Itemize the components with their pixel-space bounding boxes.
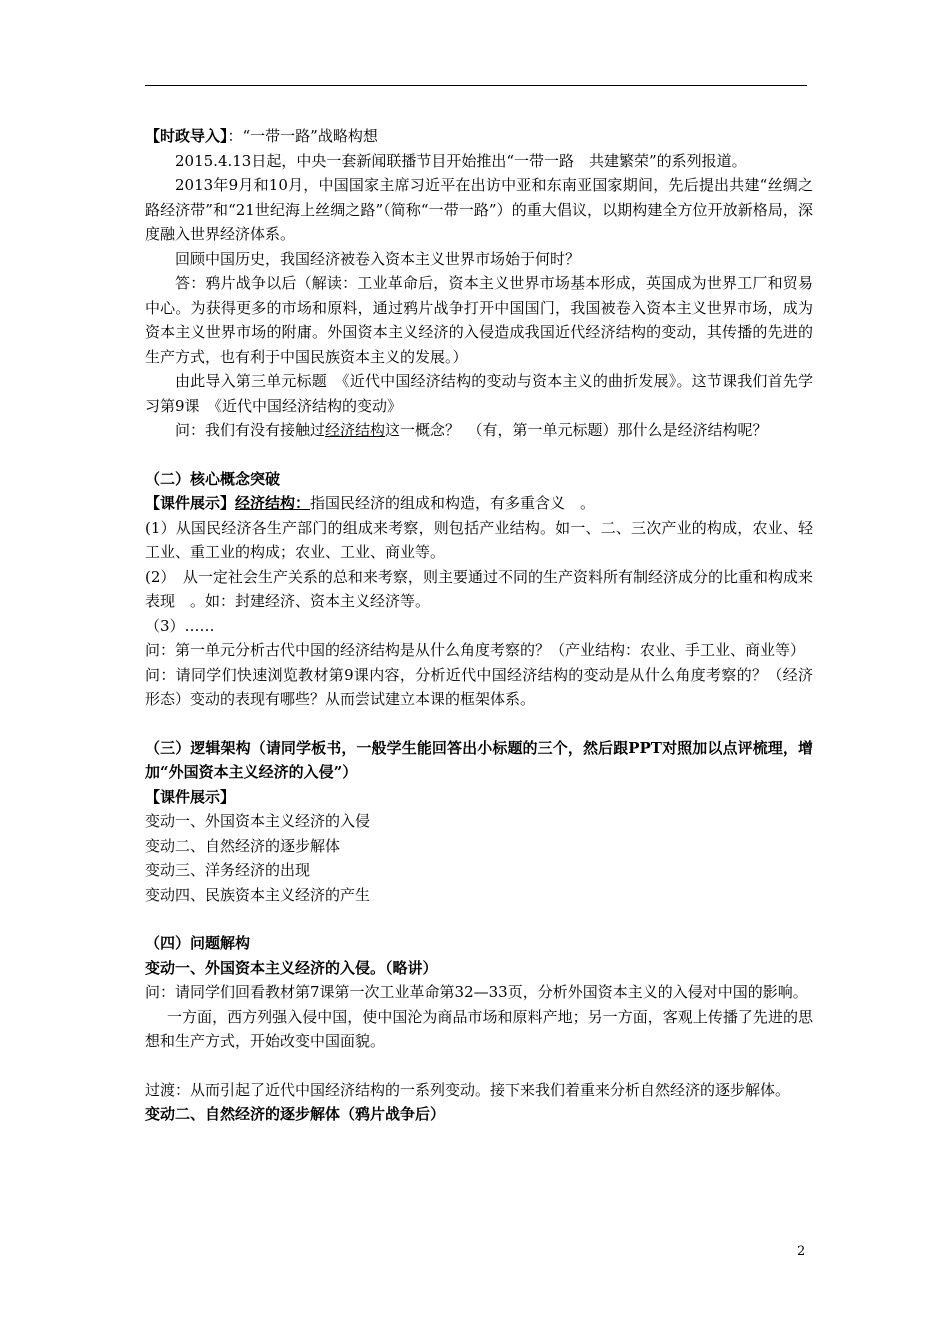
definition-item-2: (2） 从一定社会生产关系的总和来考察，则主要通过不同的生产资料所有制经济成分的比重和构成来表现 。如：封建经济、资本主义经济等。	[145, 567, 813, 610]
transition-text: 过渡：从而引起了近代中国经济结构的一系列变动。接下来我们着重来分析自然经济的逐步解体。	[145, 1080, 791, 1099]
news-paragraph-2: 2013年9月和10月，中国国家主席习近平在出访中亚和东南亚国家期间，先后提出共建“丝绸之路经济带”和“21世纪海上丝绸之路”（简称“一带一路”）的重大倡议，以期构建全方位开放新格局，深度融入世界经济体系。	[145, 176, 813, 243]
news-paragraph-6	[145, 418, 813, 443]
definition-item-3: （3）……	[145, 616, 215, 635]
change-item: 变动四、民族资本主义经济的产生	[145, 885, 371, 904]
question-start: 问：我们有没有接触过	[175, 421, 326, 439]
definition-line	[145, 491, 813, 516]
change-2-heading: 变动二、自然经济的逐步解体（鸦片战争后）	[145, 1105, 446, 1123]
section-3-heading: （三）逻辑架构（请同学板书，一般学生能回答出小标题的三个，然后跟PPT对照加以点评梳理，增加“外国资本主义经济的入侵”）	[145, 738, 813, 781]
news-paragraph-1: 2015.4.13日起，中央一套新闻联播节目开始推出“一带一路 共建繁荣”的系列报道。	[175, 151, 747, 170]
section-2-heading: （二）核心概念突破	[145, 469, 281, 488]
courseware-show-label: 【课件展示】	[145, 787, 236, 806]
news-heading-rest: ：“一带一路”战略构想	[227, 127, 378, 145]
news-paragraph-5: 由此导入第三单元标题 《近代中国经济结构的变动与资本主义的曲折发展》。这节课我们首先学习第9课 《近代中国经济结构的变动》	[145, 372, 813, 415]
change-1-answer: 一方面，西方列强入侵中国，使中国沦为商品市场和原料产地；另一方面，客观上传播了先进的思想和生产方式，开始改变中国面貌。	[145, 1007, 813, 1050]
section-4-heading: （四）问题解构	[145, 934, 251, 952]
change-1-question: 问：请同学们回看教材第7课第一次工业革命第32—33页，分析外国资本主义的入侵对中国的影响。	[145, 983, 808, 1001]
news-heading	[145, 124, 813, 149]
question-end: 这一概念？ （有，第一单元标题）那什么是经济结构呢？	[385, 421, 768, 439]
page-number: 2	[797, 1244, 806, 1259]
change-item: 变动一、外国资本主义经济的入侵	[145, 812, 371, 830]
change-item: 变动二、自然经济的逐步解体	[145, 836, 341, 855]
question-1: 问：第一单元分析古代中国的经济结构是从什么角度考察的？（产业结构：农业、手工业、商业等）	[145, 641, 806, 659]
underlined-term: 经济结构	[325, 421, 386, 439]
definition-term: 经济结构：	[235, 494, 311, 512]
news-paragraph-3: 回顾中国历史，我国经济被卷入资本主义世界市场始于何时？	[175, 249, 581, 268]
header-rule	[145, 85, 807, 86]
document-body	[145, 124, 813, 1127]
question-2: 问：请同学们快速浏览教材第9课内容，分析近代中国经济结构的变动是从什么角度考察的？（经济形态）变动的表现有哪些？从而尝试建立本课的框架体系。	[145, 665, 813, 708]
change-item: 变动三、洋务经济的出现	[145, 861, 311, 879]
news-paragraph-4: 答：鸦片战争以后（解读：工业革命后，资本主义世界市场基本形成，英国成为世界工厂和贸易中心。为获得更多的市场和原料，通过鸦片战争打开中国国门，我国被卷入资本主义世界市场，成为资本主义世界市场的附庸。外国资本主义经济的入侵造成我国近代经济结构的变动，其传播的先进的生产方式，也有利于中国民族资本主义的发展。）	[145, 274, 813, 366]
definition-text: 指国民经济的组成和构造，有多重含义 。	[310, 494, 596, 512]
courseware-show-label: 【课件展示】	[145, 494, 236, 512]
definition-item-1: (1）从国民经济各生产部门的组成来考察，则包括产业结构。如一、二、三次产业的构成，农业、轻工业、重工业的构成；农业、工业、商业等。	[145, 518, 813, 561]
news-heading-bracket: 【时政导入】	[145, 127, 228, 145]
change-1-heading: 变动一、外国资本主义经济的入侵。（略讲）	[145, 958, 438, 977]
